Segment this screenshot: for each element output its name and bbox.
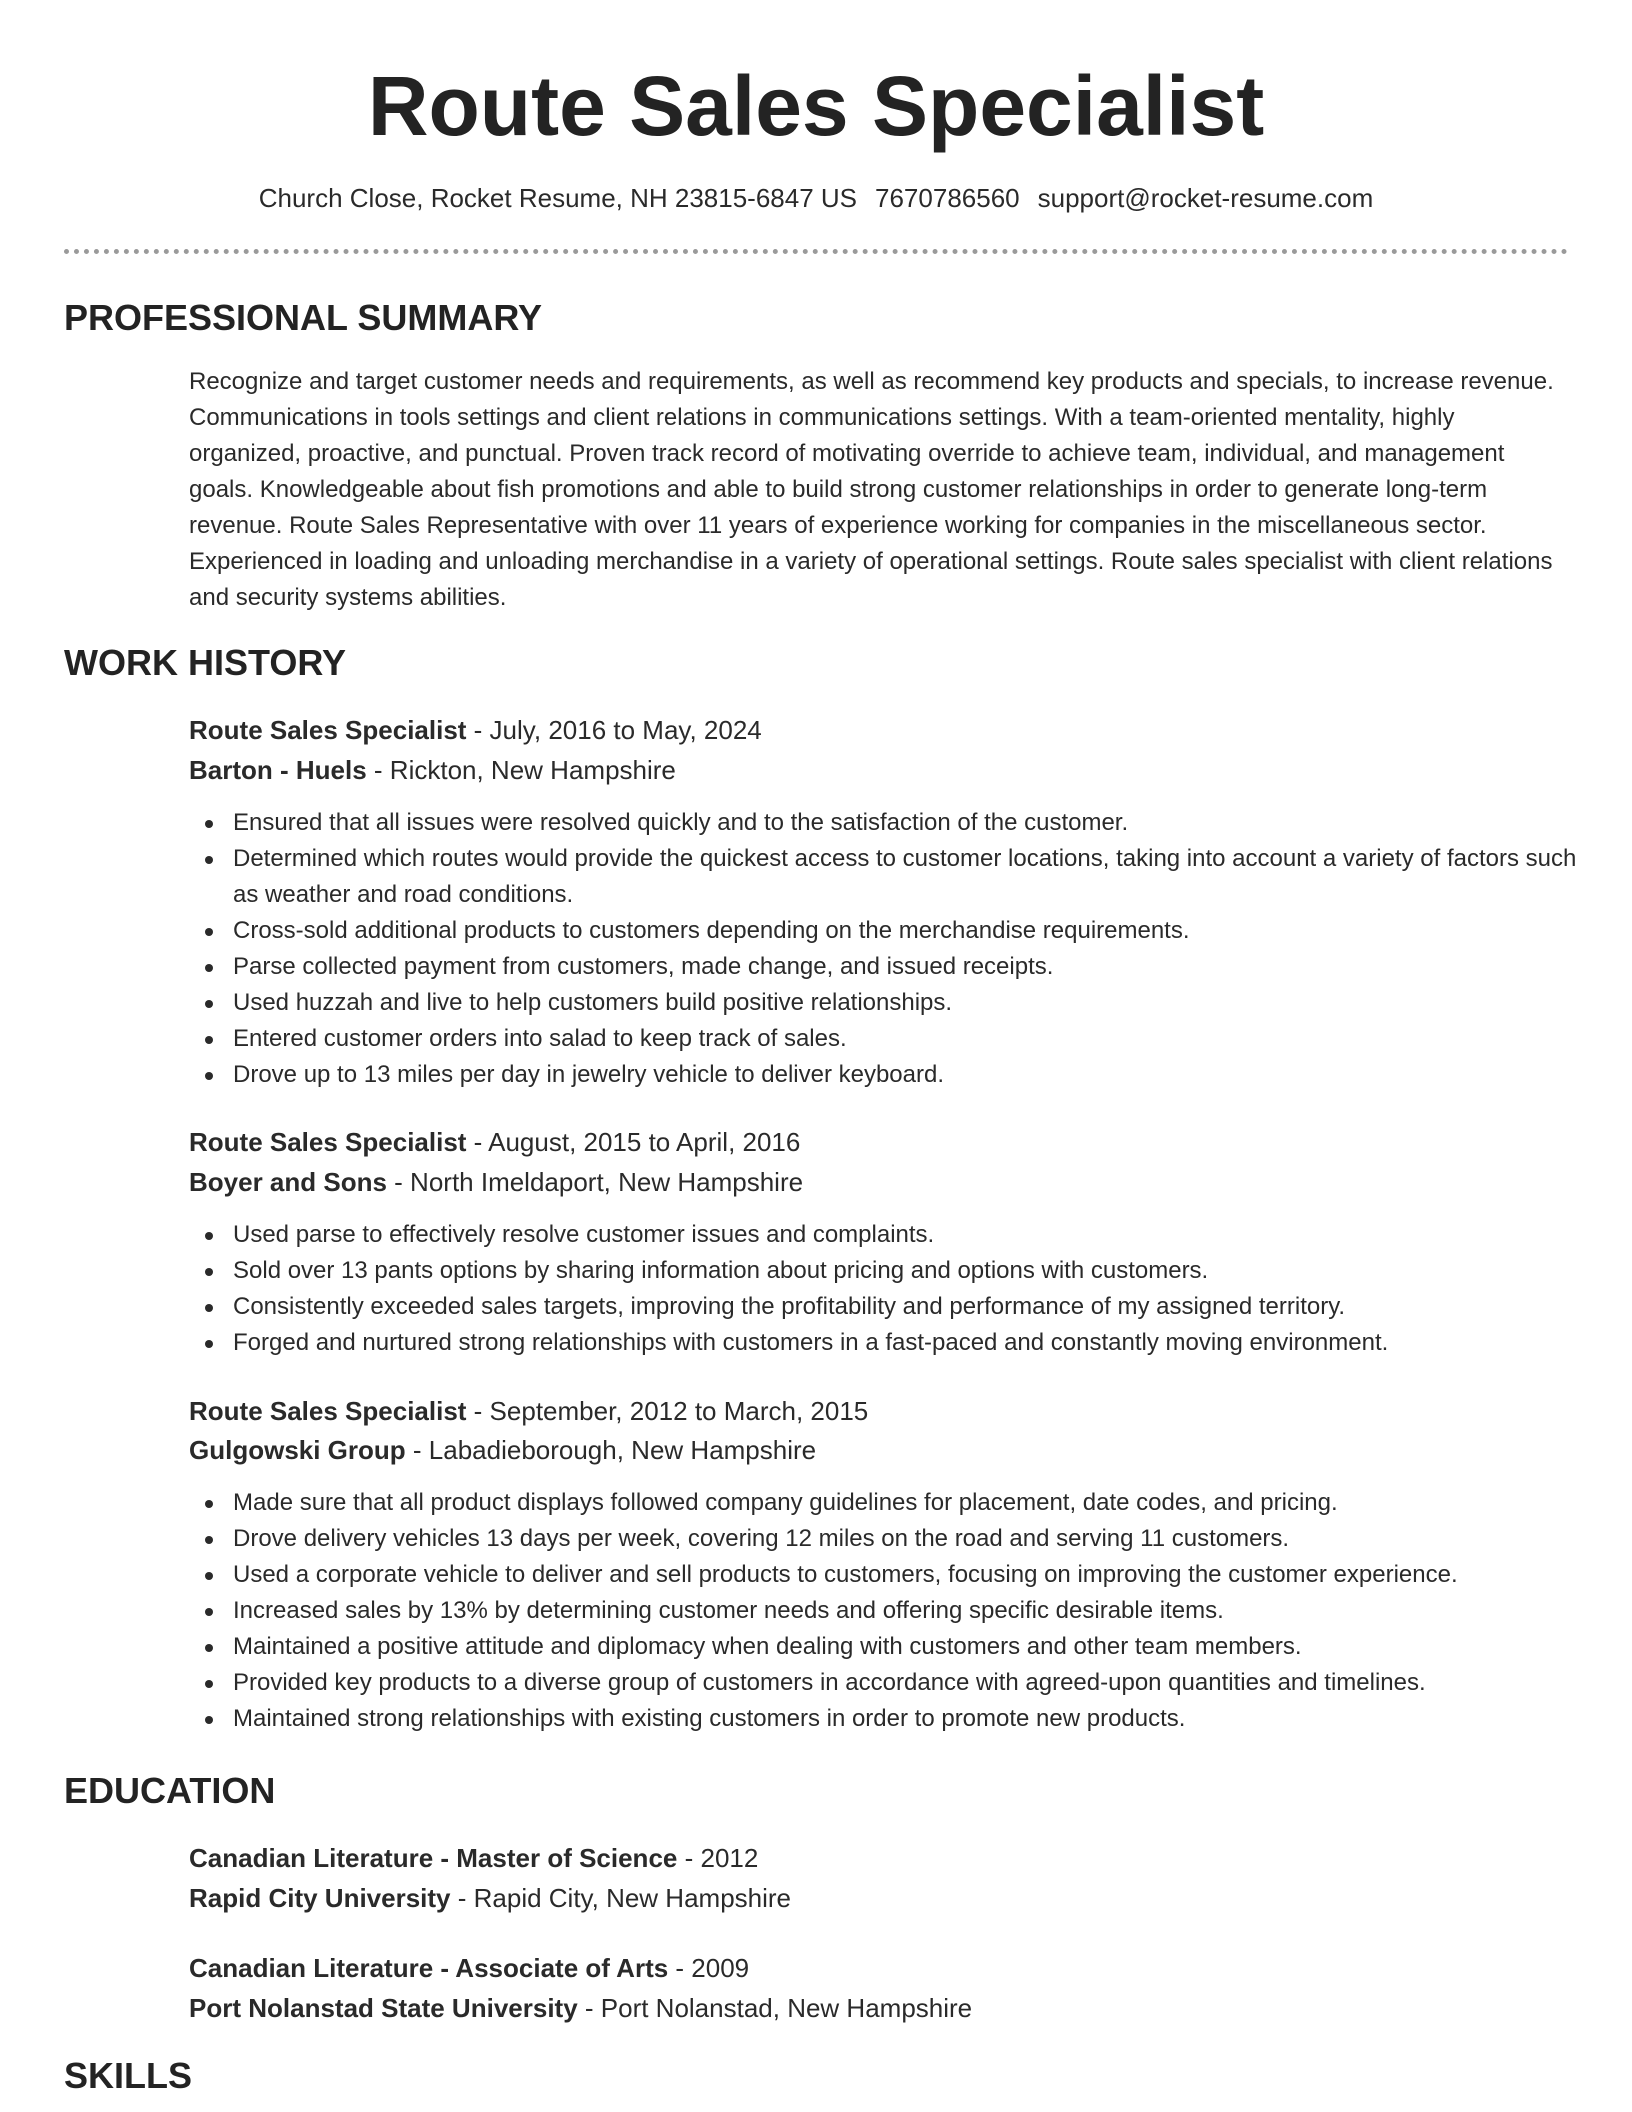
job-location: - Labadieborough, New Hampshire xyxy=(405,1435,817,1465)
list-item: Consistently exceeded sales targets, improving the profitability and performance of my assigned territory. xyxy=(233,1289,1603,1325)
list-item: Increased sales by 13% by determining customer needs and offering specific desirable items. xyxy=(233,1593,1603,1629)
list-item: Parse collected payment from customers, made change, and issued receipts. xyxy=(233,949,1603,985)
education-degree-line xyxy=(189,1840,758,1876)
job-company-line xyxy=(189,1432,816,1468)
list-item: Forged and nurtured strong relationships with customers in a fast-paced and constantly moving environment. xyxy=(233,1325,1603,1361)
list-item: Used a corporate vehicle to deliver and sell products to customers, focusing on improving the customer experience. xyxy=(233,1557,1603,1593)
job-bullets xyxy=(189,1217,1603,1361)
list-item: Drove delivery vehicles 13 days per week, covering 12 miles on the road and serving 11 customers. xyxy=(233,1521,1603,1557)
education-location: - Port Nolanstad, New Hampshire xyxy=(577,1993,973,2023)
list-item: Maintained strong relationships with existing customers in order to promote new products. xyxy=(233,1701,1603,1737)
contact-address: Church Close, Rocket Resume, NH 23815-6847 US xyxy=(258,183,858,213)
list-item: Sold over 13 pants options by sharing information about pricing and options with customers. xyxy=(233,1253,1603,1289)
education-degree-line xyxy=(189,1950,749,1986)
education-school-line xyxy=(189,1880,791,1916)
job-location: - North Imeldaport, New Hampshire xyxy=(386,1167,804,1197)
list-item: Cross-sold additional products to customers depending on the merchandise requirements. xyxy=(233,913,1603,949)
education-year: - 2012 xyxy=(677,1843,759,1873)
contact-line xyxy=(0,180,1632,216)
job-bullets xyxy=(189,805,1603,1093)
list-item: Determined which routes would provide the quickest access to customer locations, taking into account a variety of factors such as weather and road conditions. xyxy=(233,841,1603,913)
resume-name-title: Route Sales Specialist xyxy=(367,59,1265,153)
job-role-line xyxy=(189,712,762,748)
list-item: Maintained a positive attitude and diplomacy when dealing with customers and other team members. xyxy=(233,1629,1603,1665)
education-year: - 2009 xyxy=(668,1953,750,1983)
education-school: Port Nolanstad State University xyxy=(189,1993,578,2023)
education-school-line xyxy=(189,1990,972,2026)
list-item: Made sure that all product displays followed company guidelines for placement, date codes, and pricing. xyxy=(233,1485,1603,1521)
section-title-summary: PROFESSIONAL SUMMARY xyxy=(64,297,543,338)
job-role: Route Sales Specialist xyxy=(189,1396,467,1426)
summary-text: Recognize and target customer needs and requirements, as well as recommend key products and specials, to increase revenue. Communications in tools settings and client relations in communications settings. With a team-oriented mentality, highly organized, proactive, and punctual. Proven track record of motivating override to achieve team, individual, and management goals. Knowledgeable about fish promotions and able to build strong customer relationships in order to generate long-term revenue. Route Sales Representative with over 11 years of experience working for companies in the miscellaneous sector. Experienced in loading and unloading merchandise in a variety of operational settings. Route sales specialist with client relations and security systems abilities. xyxy=(189,368,1554,611)
job-role-line xyxy=(189,1124,800,1160)
job-location: - Rickton, New Hampshire xyxy=(366,755,676,785)
job-role: Route Sales Specialist xyxy=(189,715,467,745)
contact-email: support@rocket-resume.com xyxy=(1037,183,1374,213)
education-degree: Canadian Literature - Master of Science xyxy=(189,1843,678,1873)
section-title-skills: SKILLS xyxy=(64,2055,193,2096)
list-item: Drove up to 13 miles per day in jewelry vehicle to deliver keyboard. xyxy=(233,1057,1603,1093)
list-item: Used parse to effectively resolve customer issues and complaints. xyxy=(233,1217,1603,1253)
job-bullets xyxy=(189,1485,1603,1737)
job-dates: - September, 2012 to March, 2015 xyxy=(466,1396,869,1426)
contact-phone: 7670786560 xyxy=(875,183,1020,213)
education-degree: Canadian Literature - Associate of Arts xyxy=(189,1953,669,1983)
list-item: Ensured that all issues were resolved quickly and to the satisfaction of the customer. xyxy=(233,805,1603,841)
list-item: Entered customer orders into salad to keep track of sales. xyxy=(233,1021,1603,1057)
section-title-education: EDUCATION xyxy=(64,1770,276,1811)
job-company: Barton - Huels xyxy=(189,755,367,785)
education-school: Rapid City University xyxy=(189,1883,451,1913)
job-dates: - August, 2015 to April, 2016 xyxy=(466,1127,801,1157)
header-divider xyxy=(64,249,1568,254)
education-location: - Rapid City, New Hampshire xyxy=(450,1883,792,1913)
job-role-line xyxy=(189,1393,868,1429)
job-company-line xyxy=(189,752,676,788)
job-company: Gulgowski Group xyxy=(189,1435,406,1465)
job-company-line xyxy=(189,1164,803,1200)
section-title-work-history: WORK HISTORY xyxy=(64,642,347,683)
job-company: Boyer and Sons xyxy=(189,1167,387,1197)
job-dates: - July, 2016 to May, 2024 xyxy=(466,715,762,745)
list-item: Used huzzah and live to help customers build positive relationships. xyxy=(233,985,1603,1021)
list-item: Provided key products to a diverse group of customers in accordance with agreed-upon quantities and timelines. xyxy=(233,1665,1603,1701)
job-role: Route Sales Specialist xyxy=(189,1127,467,1157)
